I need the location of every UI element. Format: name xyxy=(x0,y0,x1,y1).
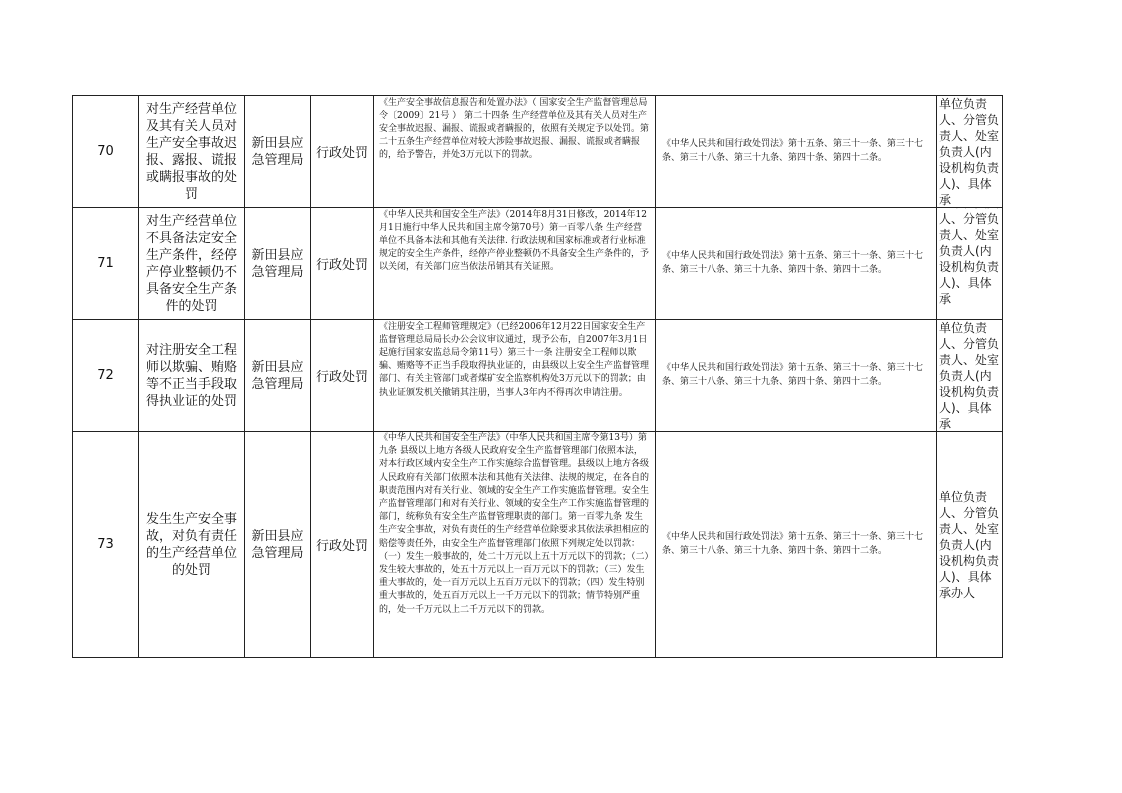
department: 新田县应急管理局 xyxy=(251,528,304,561)
legal-basis: 《注册安全工程师管理规定》（已经2006年12月22日国家安全生产监督管理总局局长办公会议审议通过，现予公布，自2007年3月1日起施行国家安监总局令第11号）第三十一条 注册安全工程师以欺骗、贿赂等不正当手段取得执业证的，由县级以上安全生产监督管理部门、有关主管部门或者煤矿安全监察机构处3万元以下的罚款；由执业证颁发机关撤销其注册，当事人3年内不得再次申请注册。 xyxy=(379,321,650,398)
legal-basis-cell xyxy=(374,208,656,320)
legal-basis-cell xyxy=(374,320,656,432)
penalty-basis: 《中华人民共和国行政处罚法》第十五条、第三十一条、第三十七条、第三十八条、第三十九条、第四十条、第四十二条。 xyxy=(662,251,924,275)
penalty-basis: 《中华人民共和国行政处罚法》第十五条、第三十一条、第三十七条、第三十八条、第三十九条、第四十条、第四十二条。 xyxy=(662,532,924,556)
item-name-cell xyxy=(139,208,245,320)
department-cell xyxy=(245,208,311,320)
responsible-persons: 单位负责人、分管负责人、处室负责人(内设机构负责人)、具体承 xyxy=(939,321,1000,431)
department-cell xyxy=(245,432,311,658)
item-name-cell xyxy=(139,320,245,432)
item-name: 对注册安全工程师以欺骗、贿赂等不正当手段取得执业证的处罚 xyxy=(145,342,237,409)
row-number: 70 xyxy=(73,96,139,208)
legal-basis-cell xyxy=(374,96,656,208)
table-row xyxy=(73,96,1003,208)
penalty-basis-cell xyxy=(656,320,937,432)
responsible-cell xyxy=(937,96,1003,208)
department: 新田县应急管理局 xyxy=(251,247,304,280)
table-row xyxy=(73,208,1003,320)
responsible-cell xyxy=(937,320,1003,432)
legal-basis-cell xyxy=(374,432,656,658)
item-name-cell xyxy=(139,96,245,208)
department-cell xyxy=(245,320,311,432)
legal-basis: 《中华人民共和国安全生产法》（中华人民共和国主席令第13号）第九条 县级以上地方各级人民政府安全生产监督管理部门依照本法，对本行政区域内安全生产工作实施综合监督管理。县级以上地方各级人民政府有关部门依照本法和其他有关法律、法规的规定，在各自的职责范围内对有关行业、领域的安全生产工作实施监督管理。安全生产监督管理部门和对有关行业、领域的安全生产工作实施监督管理的部门，统称负有安全生产监督管理职责的部门。第一百零九条 发生生产安全事故，对负有责任的生产经营单位除要求其依法承担相应的赔偿等责任外，由安全生产监督管理部门依照下列规定处以罚款：（一）发生一般事故的，处二十万元以上五十万元以下的罚款；（二）发生较大事故的，处五十万元以上一百万元以下的罚款；（三）发生重大事故的，处一百万元以上五百万元以下的罚款；（四）发生特别重大事故的，处五百万元以上一千万元以下的罚款；情节特别严重的，处一千万元以上二千万元以下的罚款。 xyxy=(379,433,650,615)
penalty-basis: 《中华人民共和国行政处罚法》第十五条、第三十一条、第三十七条、第三十八条、第三十九条、第四十条、第四十二条。 xyxy=(662,363,924,387)
penalty-table xyxy=(72,95,1003,658)
responsible-persons: 人、分管负责人、处室负责人(内设机构负责人)、具体承 xyxy=(939,212,1000,306)
department-cell xyxy=(245,96,311,208)
item-name: 发生生产安全事故，对负有责任的生产经营单位的处罚 xyxy=(145,511,237,578)
department: 新田县应急管理局 xyxy=(251,135,304,168)
row-number: 73 xyxy=(73,432,139,658)
responsible-persons: 单位负责人、分管负责人、处室负责人(内设机构负责人)、具体承办人 xyxy=(939,489,1000,600)
penalty-basis: 《中华人民共和国行政处罚法》第十五条、第三十一条、第三十七条、第三十八条、第三十九条、第四十条、第四十二条。 xyxy=(662,139,924,163)
action-type: 行政处罚 xyxy=(311,320,374,432)
legal-basis: 《生产安全事故信息报告和处置办法》（ 国家安全生产监督管理总局令〔2009〕21号 ） 第二十四条 生产经营单位及其有关人员对生产安全事故迟报、漏报、谎报或者瞒报的，依照有关规定予以处罚。第二十五条生产经营单位对较大涉险事故迟报、漏报、谎报或者瞒报的，给予警告，并处3万元以下的罚款。 xyxy=(379,97,650,161)
responsible-persons: 单位负责人、分管负责人、处室负责人(内设机构负责人)、具体承 xyxy=(939,97,1000,207)
responsible-cell xyxy=(937,432,1003,658)
penalty-basis-cell xyxy=(656,208,937,320)
department: 新田县应急管理局 xyxy=(251,359,304,392)
row-number: 72 xyxy=(73,320,139,432)
item-name: 对生产经营单位及其有关人员对生产安全事故迟报、露报、谎报或瞒报事故的处罚 xyxy=(145,101,237,202)
item-name-cell xyxy=(139,432,245,658)
table-row xyxy=(73,320,1003,432)
action-type: 行政处罚 xyxy=(311,96,374,208)
row-number: 71 xyxy=(73,208,139,320)
penalty-basis-cell xyxy=(656,96,937,208)
action-type: 行政处罚 xyxy=(311,208,374,320)
table-row xyxy=(73,432,1003,658)
penalty-basis-cell xyxy=(656,432,937,658)
responsible-cell xyxy=(937,208,1003,320)
legal-basis: 《中华人民共和国安全生产法》（2014年8月31日修改，2014年12月1日施行中华人民共和国主席令第70号）第一百零八条 生产经营单位不具备本法和其他有关法律. 行政法规和国家标准或者行业标准规定的安全生产条件，经停产停业整顿仍不具备安全生产条件的，予以关闭，有关部门应当依法吊销其有关证照。 xyxy=(379,209,650,273)
action-type: 行政处罚 xyxy=(311,432,374,658)
item-name: 对生产经营单位不具备法定安全生产条件，经停产停业整顿仍不具备安全生产条件的处罚 xyxy=(145,213,237,314)
